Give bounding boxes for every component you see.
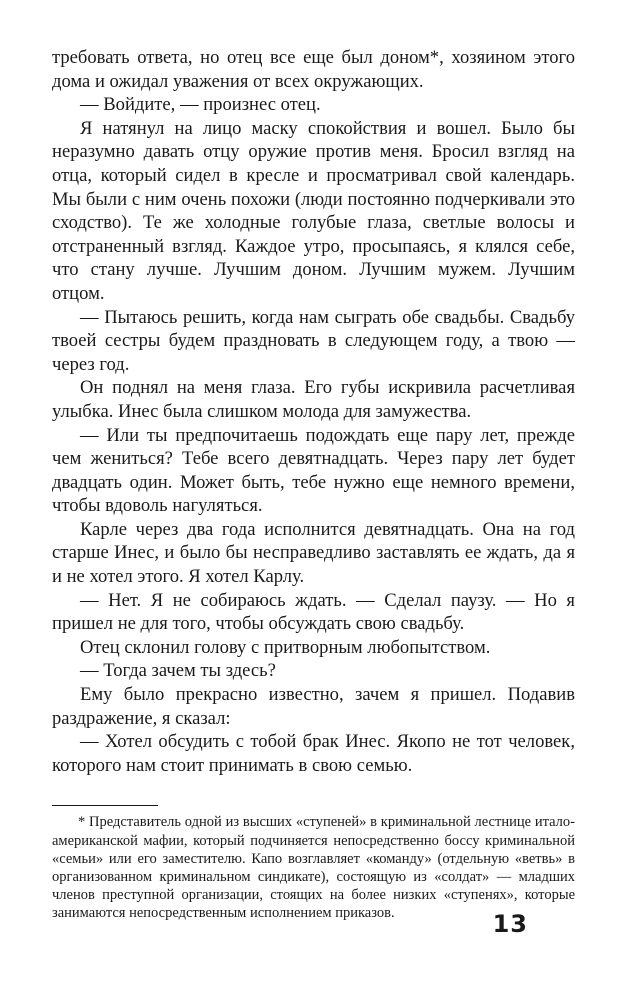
paragraph-6: — Или ты предпочитаешь подождать еще пару лет, прежде чем жениться? Тебе всего девятнадцать. Через пару лет будет двадцать один. Может быть, тебе нужно еще немного времени, чтобы вдоволь нагуляться. xyxy=(52,424,575,517)
paragraph-9: Отец склонил голову с притворным любопытством. xyxy=(80,636,491,658)
paragraph-7: Карле через два года исполнится девятнадцать. Она на год старше Инес, и было бы несправедливо заставлять ее ждать, да я и не хотел этого. Я хотел Карлу. xyxy=(52,518,575,588)
paragraph-1: требовать ответа, но отец все еще был доном*, хозяином этого дома и ожидал уважения от всех окружающих. xyxy=(52,47,575,92)
paragraph-12: — Хотел обсудить с тобой брак Инес. Якопо не тот человек, которого нам стоит принимать в свою семью. xyxy=(52,731,575,776)
paragraph-10: — Тогда зачем ты здесь? xyxy=(80,660,276,682)
paragraph-11: Ему было прекрасно известно, зачем я пришел. Подавив раздражение, я сказал: xyxy=(52,684,575,729)
paragraph-8: — Нет. Я не собираюсь ждать. — Сделал паузу. — Но я пришел не для того, чтобы обсуждать свою свадьбу. xyxy=(52,589,575,635)
footnote-divider xyxy=(52,805,158,806)
paragraph-2: — Войдите, — произнес отец. xyxy=(80,94,321,116)
page-number: 13 xyxy=(492,910,528,938)
book-page xyxy=(52,46,575,937)
paragraph-5: Он поднял на меня глаза. Его губы искривила расчетливая улыбка. Инес была слишком молода для замужества. xyxy=(52,377,575,422)
paragraph-3: Я натянул на лицо маску спокойствия и вошел. Было бы неразумно давать отцу оружие против меня. Бросил взгляд на отца, который сидел в кресле и просматривал свой календарь. Мы были с ним очень похожи (люди постоянно подчеркивали это сходство). Те же холодные голубые глаза, светлые волосы и отстраненный взгляд. Каждое утро, просыпаясь, я клялся себе, что стану лучше. Лучшим доном. Лучшим мужем. Лучшим отцом. xyxy=(52,117,575,304)
paragraph-4: — Пытаюсь решить, когда нам сыграть обе свадьбы. Свадьбу твоей сестры будем праздновать в следующем году, а твою — через год. xyxy=(52,306,575,375)
main-text xyxy=(52,46,575,777)
footnote: * Представитель одной из высших «ступеней» в криминальной лестнице итало-американской мафии, который подчиняется непосредственно боссу криминальной «семьи» или его заместителю. Капо возглавляет «команду» (отдельную «ветвь» в организованном криминальном синдикате), состоящую из «солдат» — младших членов преступной организации, стоящих на более низких «ступенях», которые занимаются непосредственным исполнением приказов. xyxy=(52,814,575,922)
